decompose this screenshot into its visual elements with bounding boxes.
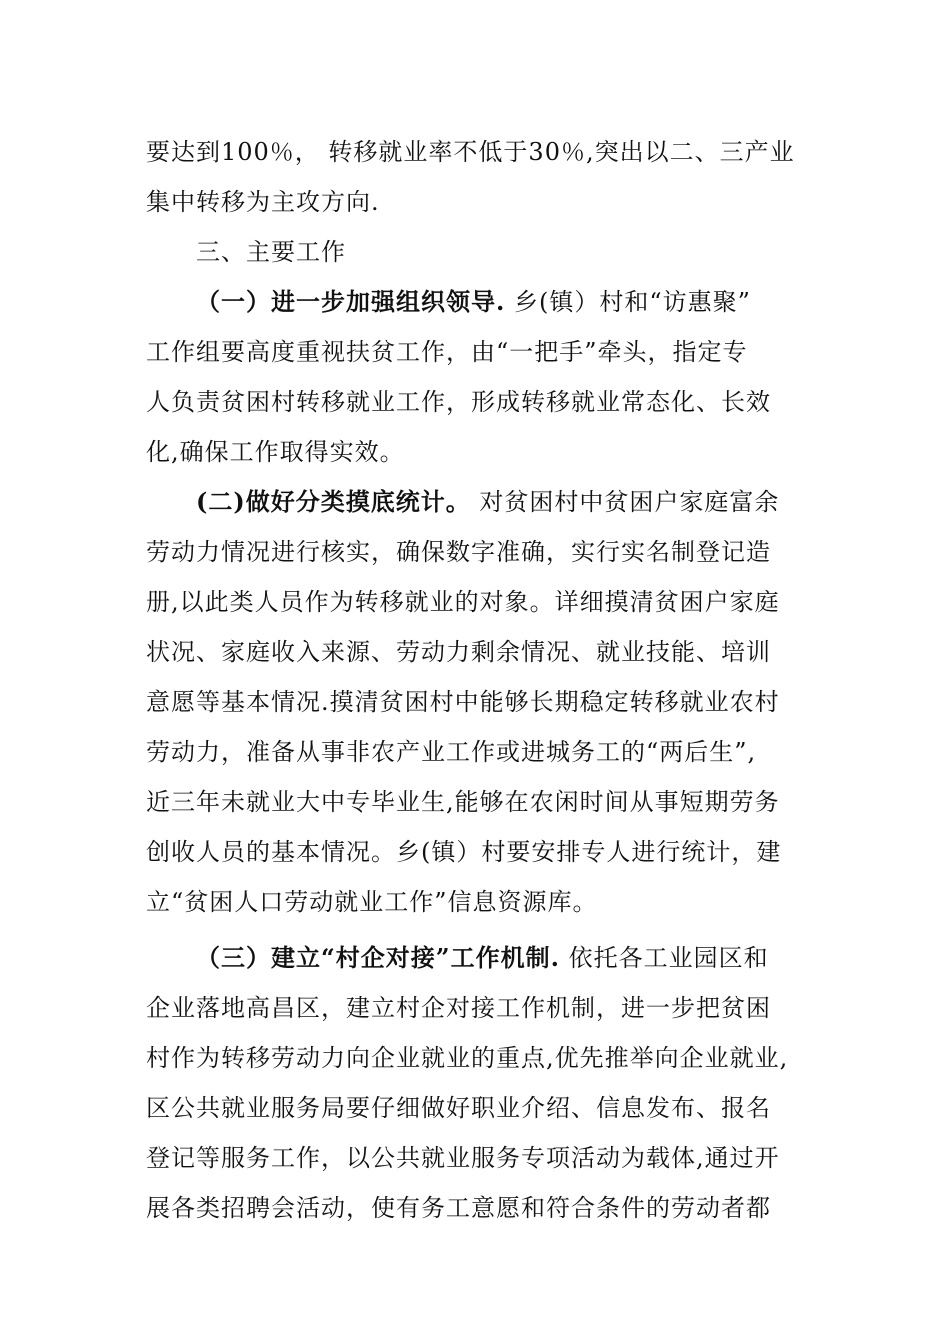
text-segment: 劳动力情况进行核实，确保数字准确，实行实名制登记造	[146, 538, 771, 566]
subsection-3-title: （三）建立“村企对接”工作机制.	[196, 943, 560, 972]
text-segment: 意愿等基本情况.摸清贫困村中能够长期稳定转移就业农村	[146, 688, 780, 716]
text-segment: 近三年未就业大中专毕业生,能够在农闲时间从事短期劳务	[146, 788, 780, 816]
text-line	[146, 177, 816, 227]
text-line	[146, 527, 816, 577]
text-line	[146, 777, 816, 827]
text-segment: 对贫困村中贫困户家庭富余	[470, 488, 780, 516]
text-segment: 企业落地高昌区，建立村企对接工作机制，进一步把贫困	[146, 994, 771, 1022]
text-segment: 要达到100％， 转移就业率不低于30％,突出以二、三产业	[146, 138, 795, 166]
text-segment: 区公共就业服务局要仔细做好职业介绍、信息发布、报名	[146, 1094, 771, 1122]
text-line	[146, 577, 816, 627]
text-segment: 乡(镇）村和“访惠聚”	[505, 288, 751, 316]
text-line	[146, 677, 816, 727]
text-segment: 状况、家庭收入来源、劳动力剩余情况、就业技能、培训	[146, 638, 771, 666]
subsection-2-title: (二)做好分类摸底统计。	[196, 487, 471, 516]
text-line	[146, 327, 816, 377]
section-heading	[146, 227, 816, 277]
text-line	[146, 983, 816, 1033]
text-segment: 依托各工业园区和	[559, 944, 769, 972]
text-segment: 化,确保工作取得实效。	[146, 438, 405, 466]
text-segment: 集中转移为主攻方向.	[146, 188, 380, 216]
text-line	[146, 377, 816, 427]
text-line	[146, 727, 816, 777]
subsection-1-title: （一）进一步加强组织领导.	[196, 287, 506, 316]
subsection-3-first-line	[146, 933, 816, 983]
text-line	[146, 1083, 816, 1133]
text-line	[146, 1133, 816, 1183]
text-line	[146, 627, 816, 677]
subsection-2-first-line	[146, 477, 816, 527]
text-line	[146, 827, 816, 877]
text-line	[146, 1033, 816, 1083]
document-page	[146, 127, 816, 1233]
section-heading-text: 三、主要工作	[196, 238, 346, 266]
text-segment: 立“贫困人口劳动就业工作”信息资源库。	[146, 888, 598, 916]
text-segment: 登记等服务工作，以公共就业服务专项活动为载体,通过开	[146, 1144, 780, 1172]
text-segment: 工作组要高度重视扶贫工作，由“一把手”牵头，指定专	[146, 338, 748, 366]
text-segment: 创收人员的基本情况。乡(镇）村要安排专人进行统计，建	[146, 838, 782, 866]
text-segment: 人负责贫困村转移就业工作，形成转移就业常态化、长效	[146, 388, 771, 416]
text-line	[146, 1183, 816, 1233]
text-segment: 册,以此类人员作为转移就业的对象。详细摸清贫困户家庭	[146, 588, 780, 616]
subsection-1-first-line	[146, 277, 816, 327]
text-segment: 劳动力，准备从事非农产业工作或进城务工的“两后生”,	[146, 738, 757, 766]
text-segment: 展各类招聘会活动，使有务工意愿和符合条件的劳动者都	[146, 1194, 771, 1222]
text-line	[146, 877, 816, 927]
text-line	[146, 427, 816, 477]
text-line	[146, 127, 816, 177]
text-segment: 村作为转移劳动力向企业就业的重点,优先推举向企业就业,	[146, 1044, 789, 1072]
